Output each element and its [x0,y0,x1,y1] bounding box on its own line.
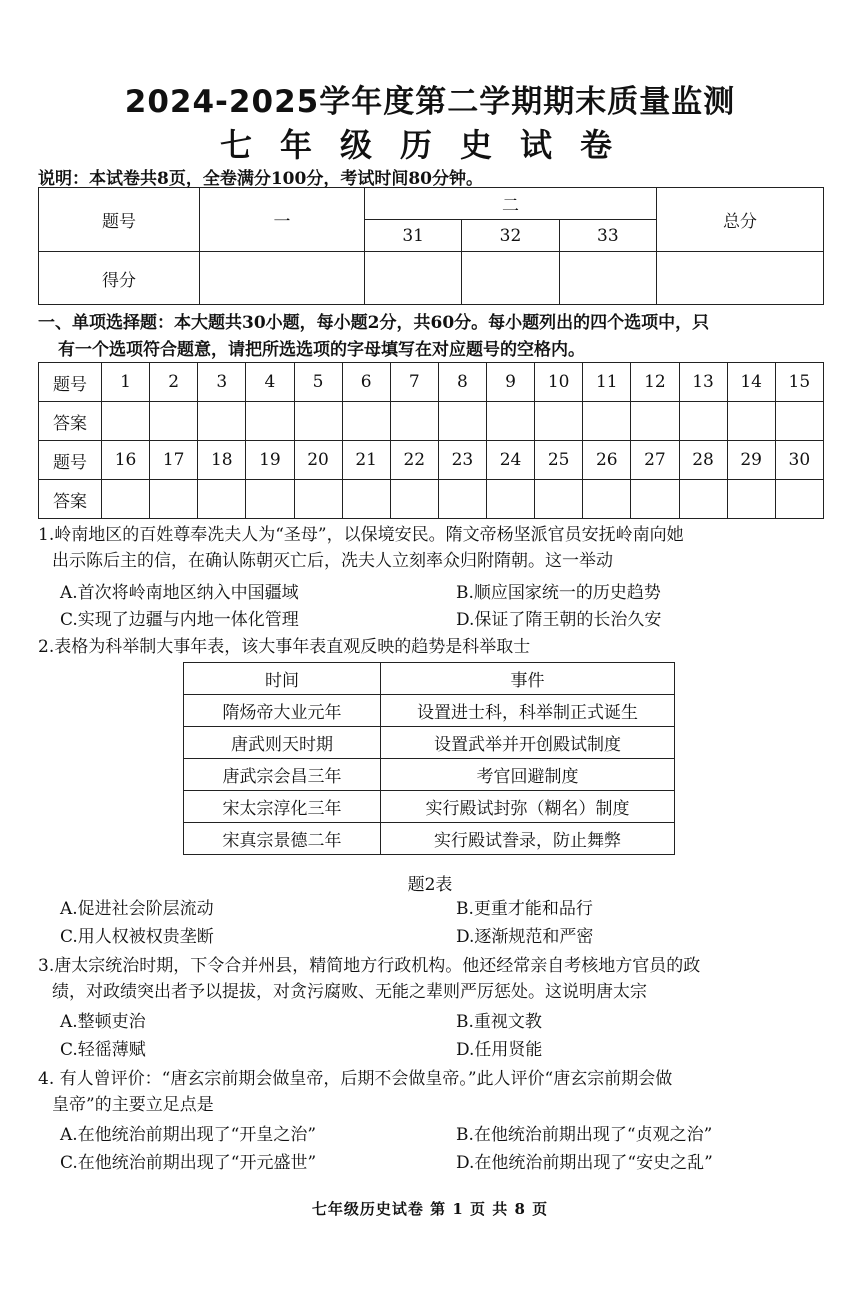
answer-table-qnum: 24 [487,441,535,480]
answer-table-qnum: 13 [679,363,727,402]
score-table-qnum-label: 题号 [39,188,200,252]
question-2-option-d: D.逐渐规范和严密 [456,927,594,947]
answer-table-qnum: 16 [102,441,150,480]
question-4-option-d: D.在他统治前期出现了“安史之乱” [456,1153,713,1173]
event-desc: 设置进士科，科举制正式诞生 [381,695,675,727]
answer-cell[interactable] [631,480,679,519]
answer-cell[interactable] [198,402,246,441]
answer-cell[interactable] [294,402,342,441]
answer-table-qnum: 14 [727,363,775,402]
answer-cell[interactable] [631,402,679,441]
answer-table-qnum: 20 [294,441,342,480]
event-time: 宋太宗淳化三年 [184,791,381,823]
event-time: 唐武则天时期 [184,727,381,759]
question-1 [38,522,828,574]
answer-table-qnum: 28 [679,441,727,480]
answer-cell[interactable] [390,402,438,441]
answer-cell[interactable] [775,480,823,519]
answer-table-qnum: 2 [150,363,198,402]
score-table-score-label: 得分 [39,252,200,305]
event-desc: 实行殿试封弥（糊名）制度 [381,791,675,823]
question-2-option-c: C.用人权被权贵垄断 [60,927,214,947]
event-time: 唐武宗会昌三年 [184,759,381,791]
answer-cell[interactable] [102,480,150,519]
event-desc: 考官回避制度 [381,759,675,791]
answer-cell[interactable] [679,402,727,441]
score-table-part1: 一 [200,188,365,252]
answer-cell[interactable] [246,402,294,441]
question-1-option-a: A.首次将岭南地区纳入中国疆域 [60,583,299,603]
answer-cell[interactable] [198,480,246,519]
section1-line2: 有一个选项符合题意，请把所选选项的字母填写在对应题号的空格内。 [58,340,585,360]
question-3-stem-line1: 3.唐太宗统治时期，下令合并州县，精简地方行政机构。他还经常亲自考核地方官员的政 [38,956,701,976]
answer-cell[interactable] [775,402,823,441]
keju-events-table [183,662,675,855]
answer-cell[interactable] [487,480,535,519]
event-time: 宋真宗景德二年 [184,823,381,855]
answer-table-qnum: 22 [390,441,438,480]
answer-cell[interactable] [679,480,727,519]
answer-cell[interactable] [727,402,775,441]
answer-table [38,362,824,519]
exam-title: 2024-2025学年度第二学期期末质量监测 [124,84,736,120]
answer-table-qnum: 1 [102,363,150,402]
answer-table-qnum: 5 [294,363,342,402]
score-table-sub: 33 [559,220,656,252]
question-1-stem-line2: 出示陈后主的信，在确认陈朝灭亡后，冼夫人立刻率众归附隋朝。这一举动 [52,551,613,571]
exam-subtitle: 七年级历史试卷 [219,126,640,164]
answer-table-qnum: 10 [535,363,583,402]
answer-table-qnum-label: 题号 [39,363,102,402]
score-cell[interactable] [365,252,462,305]
events-col-time: 时间 [184,663,381,695]
answer-cell[interactable] [342,480,390,519]
answer-table-qnum: 19 [246,441,294,480]
score-cell[interactable] [462,252,559,305]
table-caption: 题2表 [407,875,453,895]
question-4 [38,1066,828,1118]
answer-table-qnum: 23 [438,441,486,480]
answer-table-qnum: 30 [775,441,823,480]
question-3-option-a: A.整顿吏治 [60,1012,146,1032]
score-cell[interactable] [559,252,656,305]
question-3-option-b: B.重视文教 [456,1012,542,1032]
answer-table-qnum: 7 [390,363,438,402]
answer-cell[interactable] [102,402,150,441]
question-1-option-d: D.保证了隋王朝的长治久安 [456,610,662,630]
question-4-option-c: C.在他统治前期出现了“开元盛世” [60,1153,317,1173]
answer-table-qnum: 29 [727,441,775,480]
answer-table-qnum: 12 [631,363,679,402]
answer-table-answer-label: 答案 [39,402,102,441]
answer-cell[interactable] [438,480,486,519]
question-4-option-b: B.在他统治前期出现了“贞观之治” [456,1125,713,1145]
answer-table-qnum: 11 [583,363,631,402]
answer-cell[interactable] [438,402,486,441]
answer-table-qnum: 8 [438,363,486,402]
answer-table-qnum: 25 [535,441,583,480]
answer-table-qnum: 9 [487,363,535,402]
question-1-option-b: B.顺应国家统一的历史趋势 [456,583,661,603]
score-table-part2: 二 [365,188,657,220]
question-4-option-a: A.在他统治前期出现了“开皇之治” [60,1125,317,1145]
question-2-option-b: B.更重才能和品行 [456,899,593,919]
question-1-stem-line1: 1.岭南地区的百姓尊奉冼夫人为“圣母”，以保境安民。隋文帝杨坚派官员安抚岭南向她 [38,525,684,545]
answer-cell[interactable] [294,480,342,519]
event-desc: 实行殿试誊录，防止舞弊 [381,823,675,855]
answer-table-answer-label: 答案 [39,480,102,519]
question-2-option-a: A.促进社会阶层流动 [60,899,214,919]
answer-cell[interactable] [487,402,535,441]
page-footer: 七年级历史试卷 第 1 页 共 8 页 [311,1200,549,1218]
score-table-sub: 31 [365,220,462,252]
answer-cell[interactable] [535,480,583,519]
answer-cell[interactable] [342,402,390,441]
answer-cell[interactable] [583,480,631,519]
answer-table-qnum: 27 [631,441,679,480]
answer-table-qnum: 21 [342,441,390,480]
event-desc: 设置武举并开创殿试制度 [381,727,675,759]
question-3-option-c: C.轻徭薄赋 [60,1040,146,1060]
answer-cell[interactable] [727,480,775,519]
question-4-stem-line1: 4. 有人曾评价：“唐玄宗前期会做皇帝，后期不会做皇帝。”此人评价“唐玄宗前期会做 [38,1069,673,1089]
event-time: 隋炀帝大业元年 [184,695,381,727]
answer-table-qnum: 4 [246,363,294,402]
answer-cell[interactable] [535,402,583,441]
score-table-sub: 32 [462,220,559,252]
answer-table-qnum: 15 [775,363,823,402]
question-1-option-c: C.实现了边疆与内地一体化管理 [60,610,299,630]
events-col-event: 事件 [381,663,675,695]
answer-cell[interactable] [583,402,631,441]
score-cell[interactable] [200,252,365,305]
exam-instructions: 说明：本试卷共8页，全卷满分100分，考试时间80分钟。 [38,169,483,189]
answer-table-qnum: 3 [198,363,246,402]
section1-line1: 一、单项选择题：本大题共30小题，每小题2分，共60分。每小题列出的四个选项中，只 [38,313,710,333]
answer-cell[interactable] [150,402,198,441]
answer-cell[interactable] [150,480,198,519]
question-3-stem-line2: 绩，对政绩突出者予以提拔，对贪污腐败、无能之辈则严厉惩处。这说明唐太宗 [52,982,647,1002]
question-4-stem-line2: 皇帝”的主要立足点是 [52,1095,214,1115]
score-cell[interactable] [657,252,824,305]
score-table-total: 总分 [657,188,824,252]
answer-table-qnum: 17 [150,441,198,480]
question-3 [38,953,828,1005]
question-2-stem: 2.表格为科举制大事年表，该大事年表直观反映的趋势是科举取士 [38,637,531,657]
score-table [38,187,824,305]
section1-heading [38,310,828,364]
answer-table-qnum: 18 [198,441,246,480]
answer-cell[interactable] [246,480,294,519]
answer-table-qnum-label: 题号 [39,441,102,480]
answer-table-qnum: 6 [342,363,390,402]
answer-cell[interactable] [390,480,438,519]
answer-table-qnum: 26 [583,441,631,480]
question-3-option-d: D.任用贤能 [456,1040,543,1060]
